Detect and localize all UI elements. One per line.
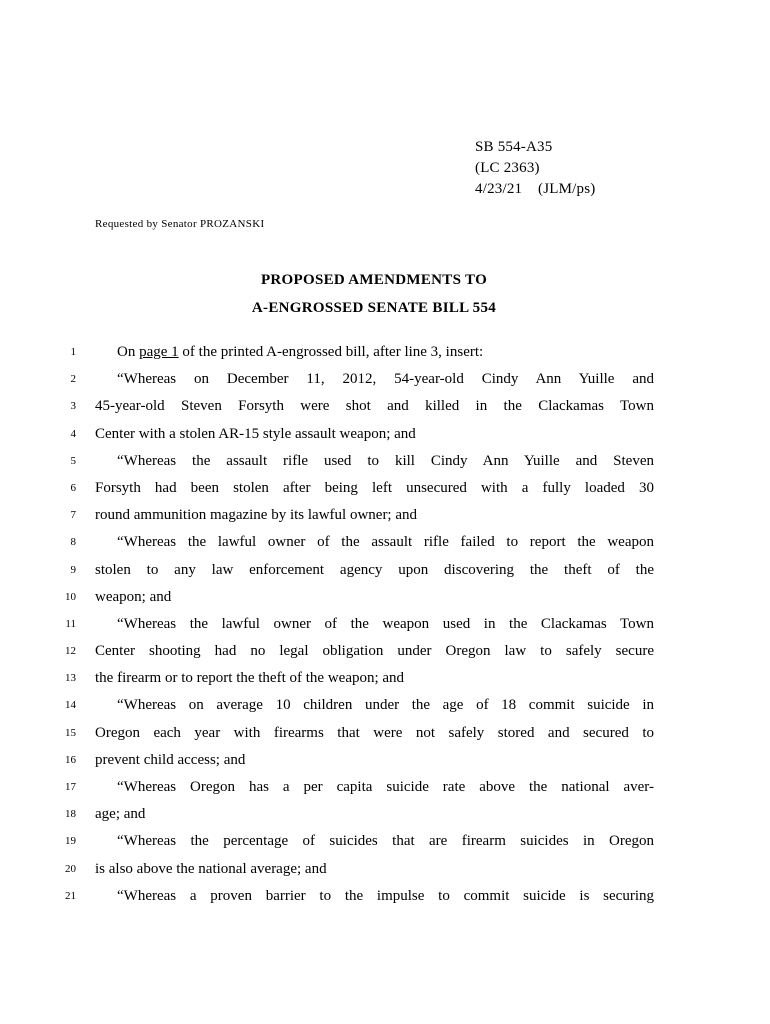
line-text-post: of the printed A-engrossed bill, after line 3, insert: (178, 344, 484, 360)
line-text: “Whereas the lawful owner of the weapon used in the Clackamas Town (117, 615, 654, 632)
line-text: Center with a stolen AR-15 style assault weapon; and (95, 425, 416, 442)
line-8 (0, 532, 770, 559)
requested-by: Requested by Senator PROZANSKI (95, 218, 265, 230)
line-number: 2 (70, 373, 76, 386)
line-number: 4 (70, 427, 76, 440)
line-4 (0, 424, 770, 451)
line-number: 3 (70, 400, 76, 413)
line-text: “Whereas the lawful owner of the assault rifle failed to report the weapon (117, 534, 654, 551)
line-number: 15 (65, 726, 76, 739)
line-text: age; and (95, 806, 146, 823)
document-title-line-1: PROPOSED AMENDMENTS TO (260, 272, 488, 288)
lc-number: (LC 2363) (475, 160, 540, 176)
line-text: Center shooting had no legal obligation under Oregon law to safely secure (95, 643, 654, 660)
line-number: 18 (65, 808, 76, 821)
line-number: 11 (65, 617, 76, 630)
line-text-pre: On (117, 344, 140, 360)
line-text: “Whereas Oregon has a per capita suicide rate above the national aver- (117, 779, 654, 795)
line-text: “Whereas a proven barrier to the impulse to commit suicide is securing (117, 887, 654, 904)
bill-id: SB 554-A35 (475, 139, 553, 155)
line-18 (0, 804, 770, 831)
line-15 (0, 723, 770, 750)
line-text: Forsyth had been stolen after being left unsecured with a fully loaded 30 (95, 479, 654, 496)
line-text: round ammunition magazine by its lawful owner; and (95, 507, 418, 524)
line-text: Oregon each year with firearms that were not safely stored and secured to (95, 724, 654, 741)
line-number: 12 (65, 645, 76, 658)
line-10 (0, 587, 770, 614)
line-3 (0, 396, 770, 423)
line-21 (0, 886, 770, 913)
line-number: 6 (70, 481, 76, 494)
line-number: 8 (70, 536, 76, 549)
bill-header (475, 137, 595, 200)
line-number: 17 (65, 781, 76, 793)
line-number: 14 (65, 699, 76, 712)
numbered-lines (0, 342, 770, 913)
line-9 (0, 560, 770, 587)
line-16 (0, 750, 770, 777)
line-12 (0, 641, 770, 668)
line-11 (0, 614, 770, 641)
line-text: “Whereas on average 10 children under the age of 18 commit suicide in (117, 697, 654, 714)
line-text: “Whereas the percentage of suicides that are firearm suicides in Oregon (117, 833, 654, 850)
date-initials: 4/23/21 (JLM/ps) (475, 181, 596, 197)
line-text: stolen to any law enforcement agency upon discovering the theft of the (95, 561, 654, 578)
line-text: the firearm or to report the theft of the weapon; and (95, 670, 405, 687)
line-number: 10 (65, 590, 76, 603)
line-text (117, 342, 654, 362)
line-number: 7 (70, 509, 76, 522)
line-number: 16 (65, 753, 76, 766)
line-13 (0, 668, 770, 695)
line-number: 5 (70, 454, 76, 467)
line-number: 9 (70, 563, 76, 576)
line-text: “Whereas on December 11, 2012, 54-year-old Cindy Ann Yuille and (117, 371, 654, 388)
line-number: 20 (65, 862, 76, 875)
line-number: 13 (65, 672, 76, 685)
line-14 (0, 695, 770, 722)
line-7 (0, 505, 770, 532)
page-reference-link: page 1 (139, 344, 179, 360)
line-number: 21 (65, 889, 76, 902)
line-text: 45-year-old Steven Forsyth were shot and killed in the Clackamas Town (95, 398, 654, 415)
document-title-line-2: A-ENGROSSED SENATE BILL 554 (251, 300, 497, 316)
line-6 (0, 478, 770, 505)
line-text: prevent child access; and (95, 751, 246, 768)
line-5 (0, 451, 770, 478)
line-20 (0, 859, 770, 886)
line-text: is also above the national average; and (95, 860, 327, 877)
line-19 (0, 831, 770, 858)
line-1 (0, 342, 770, 369)
line-number: 1 (70, 346, 76, 358)
line-text: “Whereas the assault rifle used to kill Cindy Ann Yuille and Steven (117, 452, 654, 469)
line-text: weapon; and (95, 588, 172, 605)
line-number: 19 (65, 835, 76, 848)
line-2 (0, 369, 770, 396)
line-17 (0, 777, 770, 804)
